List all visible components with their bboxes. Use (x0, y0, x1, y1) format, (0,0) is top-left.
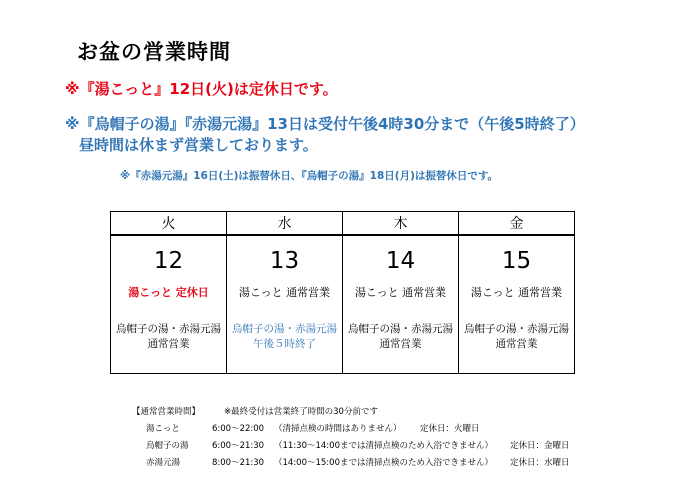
facility-detail: （14:00～15:00までは清掃点検のため入浴できません） (274, 458, 493, 468)
day-number: 12 (153, 248, 184, 274)
day-cell (343, 235, 459, 374)
other-baths-hours: 通常営業 (379, 338, 422, 350)
other-baths-status (459, 322, 574, 352)
facility-closed-day: 定休日：水曜日 (510, 458, 570, 468)
facility-name: 湯こっと (146, 424, 180, 434)
other-baths-hours: 通常営業 (147, 338, 190, 350)
day-cell (111, 235, 227, 374)
other-baths-hours: 通常営業 (495, 338, 538, 350)
other-baths-status (111, 322, 226, 352)
other-baths-names: 烏帽子の湯・赤湯元湯 (116, 323, 221, 335)
facility-closed-day: 定休日：金曜日 (510, 441, 570, 451)
page-title: お盆の営業時間 (77, 40, 231, 64)
closed-day-notice: ※『湯こっと』12日(火)は定休日です。 (65, 80, 338, 98)
day-cell (227, 235, 343, 374)
weekday-header: 火 (111, 212, 227, 236)
day-number: 15 (501, 248, 532, 274)
yukotto-status: 湯こっと 通常営業 (354, 286, 447, 299)
facility-detail: （清掃点検の時間はありません） (274, 424, 402, 434)
day-number: 14 (385, 248, 416, 274)
day-number: 13 (269, 248, 300, 274)
weekday-header: 水 (227, 212, 343, 236)
yukotto-status: 湯こっと 通常営業 (238, 286, 331, 299)
other-baths-status (227, 322, 342, 352)
hours-notice-line1: ※『烏帽子の湯』『赤湯元湯』13日は受付午後4時30分まで（午後5時終了） (65, 115, 585, 133)
regular-hours-header: 【通常営業時間】 (132, 407, 201, 417)
other-baths-names: 烏帽子の湯・赤湯元湯 (464, 323, 569, 335)
weekday-header: 木 (343, 212, 459, 236)
day-cell (459, 235, 575, 374)
substitute-holiday-notice: ※『赤湯元湯』16日(土)は振替休日、『烏帽子の湯』18日(月)は振替休日です。 (120, 170, 499, 182)
yukotto-status: 湯こっと 通常営業 (470, 286, 563, 299)
other-baths-hours: 午後５時終了 (253, 338, 316, 350)
facility-time: 6:00～22:00 (212, 424, 265, 434)
yukotto-status: 湯こっと 定休日 (128, 286, 209, 299)
facility-detail: （11:30～14:00までは清掃点検のため入浴できません） (274, 441, 493, 451)
other-baths-names: 烏帽子の湯・赤湯元湯 (348, 323, 453, 335)
hours-notice-line2: 昼時間は休まず営業しております。 (79, 136, 318, 154)
facility-time: 8:00～21:30 (212, 458, 265, 468)
facility-name: 赤湯元湯 (146, 458, 181, 468)
hours-notice (65, 114, 585, 156)
weekday-header: 金 (459, 212, 575, 236)
facility-name: 烏帽子の湯 (146, 441, 189, 451)
other-baths-status (343, 322, 458, 352)
facility-time: 6:00～21:30 (212, 441, 265, 451)
facility-closed-day: 定休日：火曜日 (420, 424, 480, 434)
other-baths-names: 烏帽子の湯・赤湯元湯 (232, 323, 337, 335)
last-entry-note: ※最終受付は営業終了時間の30分前です (224, 407, 378, 417)
calendar-table (110, 211, 575, 374)
